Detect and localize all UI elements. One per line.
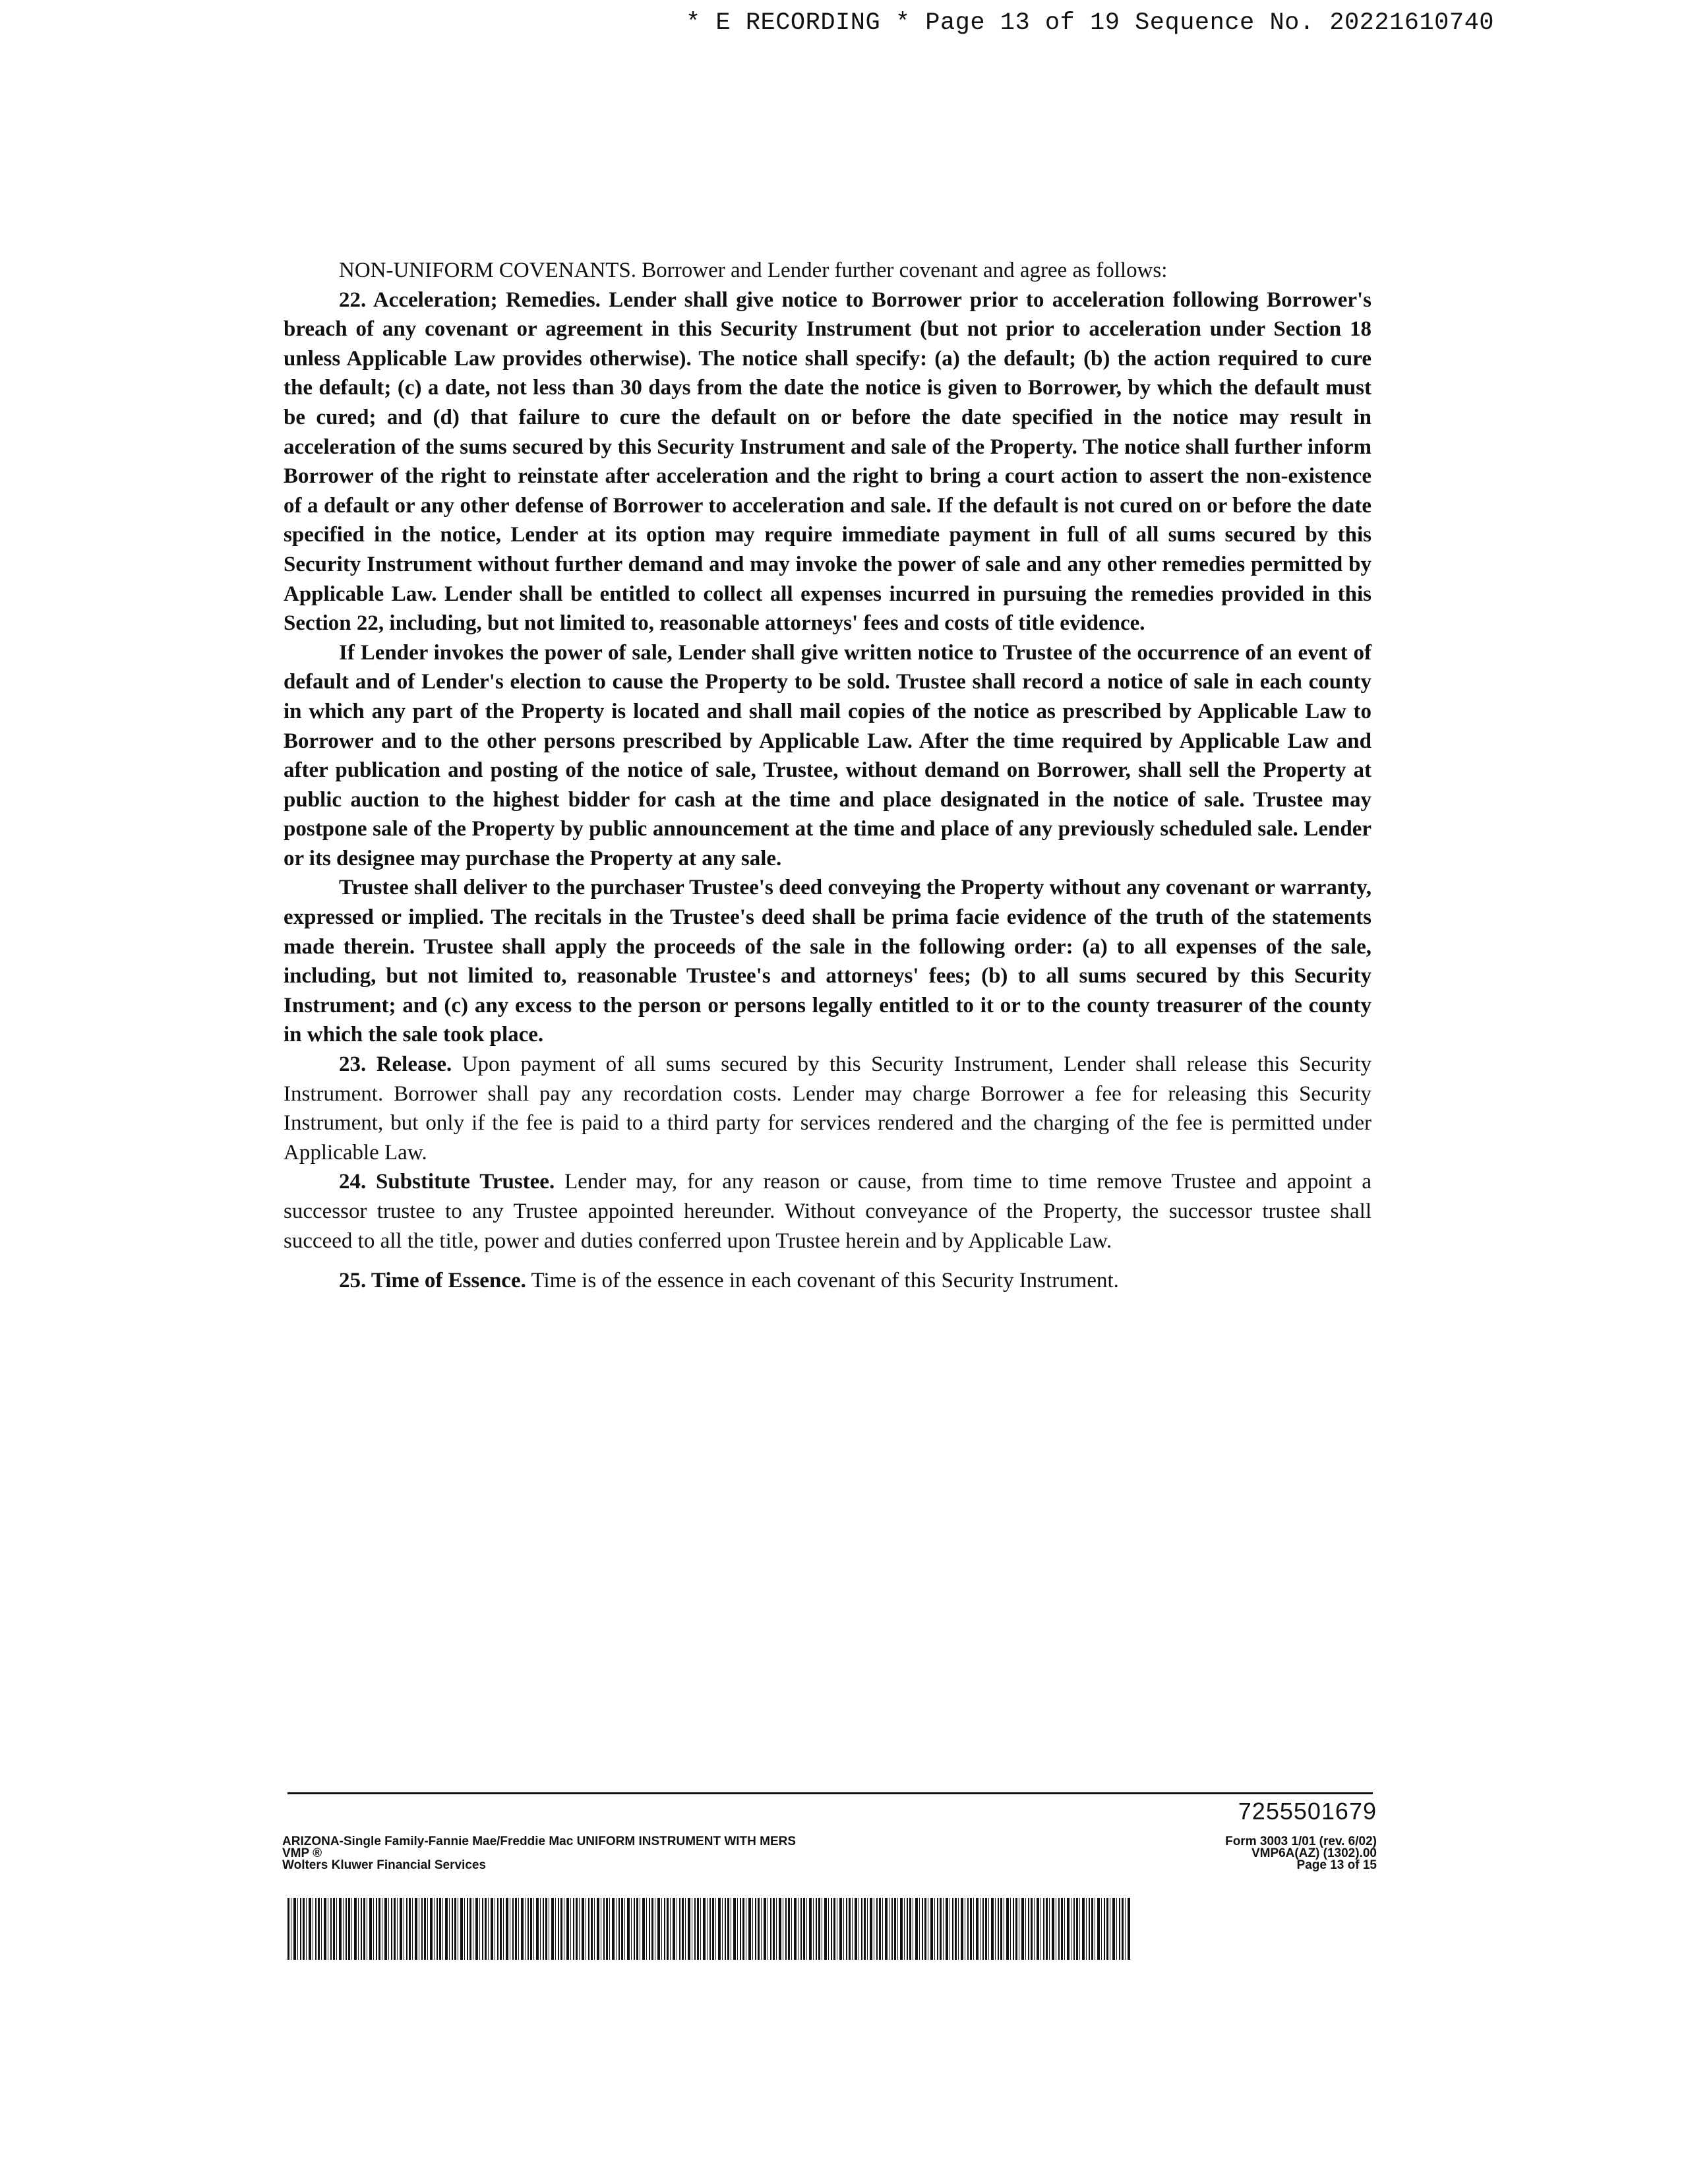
loan-number: 7255501679	[1238, 1798, 1377, 1825]
footer-publisher: Wolters Kluwer Financial Services	[282, 1858, 487, 1872]
footer-form-number	[1121, 1836, 1377, 1871]
section-25-heading: 25. Time of Essence.	[339, 1269, 526, 1293]
section-22-text-1: Lender shall give notice to Borrower prior to acceleration following Borrower's breach of any covenant or agreement in this Security Instrument (but not prior to acceleration under Section 18 unless Applicable Law provides otherwise). The notice shall specify: (a) the default; (b) the action required to cure the default; (c) a date, not less than 30 days from the date the notice is given to Borrower, by which the default must be cured; and (d) that failure to cure the default on or before the date specified in the notice may result in acceleration of the sums secured by this Security Instrument and sale of the Property. The notice shall further inform Borrower of the right to reinstate after acceleration and the right to bring a court action to assert the non-existence of a default or any other defense of Borrower to acceleration and sale. If the default is not cured on or before the date specified in the notice, Lender at its option may require immediate payment in full of all sums secured by this Security Instrument without further demand and may invoke the power of sale and any other remedies permitted by Applicable Law. Lender shall be entitled to collect all expenses incurred in pursuing the remedies provided in this Section 22, including, but not limited to, reasonable attorneys' fees and costs of title evidence.	[284, 288, 1372, 636]
covenants-heading: NON-UNIFORM COVENANTS.	[339, 258, 637, 282]
section-22-paragraph-3: Trustee shall deliver to the purchaser Trustee's deed conveying the Property without any covenant or warranty, expressed or implied. The recitals in the Trustee's deed shall be prima facie evidence of the truth of the statements made therein. Trustee shall apply the proceeds of the sale in the following order: (a) to all expenses of the sale, including, but not limited to, reasonable Trustee's and attorneys' fees; (b) to all sums secured by this Security Instrument; and (c) any excess to the person or persons legally entitled to it or to the county treasurer of the county in which the sale took place.	[284, 876, 1372, 1047]
covenants-intro	[284, 256, 1372, 286]
footer-form-info	[282, 1836, 1139, 1871]
footer-form-code: VMP6A(AZ) (1302).00	[1251, 1846, 1377, 1860]
section-22-heading: 22. Acceleration; Remedies.	[339, 288, 601, 312]
section-23-text: Upon payment of all sums secured by this Security Instrument, Lender shall release this Security Instrument. Borrower shall pay any recordation costs. Lender may charge Borrower a fee for releasing this Security Instrument, but only if the fee is paid to a third party for services rendered and the charging of the fee is permitted under Applicable Law.	[284, 1052, 1372, 1165]
section-25-paragraph	[284, 1266, 1372, 1296]
paragraph-gap	[284, 1256, 1372, 1266]
section-22-paragraph-1	[284, 286, 1372, 638]
section-23-paragraph	[284, 1050, 1372, 1167]
footer-page-number: Page 13 of 15	[1296, 1858, 1377, 1872]
section-23-heading: 23. Release.	[339, 1052, 452, 1077]
section-24-paragraph	[284, 1167, 1372, 1256]
recording-header: * E RECORDING * Page 13 of 19 Sequence No. 20221610740	[686, 9, 1494, 37]
footer-form-title: ARIZONA-Single Family-Fannie Mae/Freddie Mac UNIFORM INSTRUMENT WITH MERS	[282, 1835, 797, 1848]
section-24-text: Lender may, for any reason or cause, from time to time remove Trustee and appoint a successor trustee to any Trustee appointed hereunder. Without conveyance of the Property, the successor trustee shall succeed to all the title, power and duties conferred upon Trustee herein and by Applicable Law.	[284, 1170, 1372, 1253]
footer-divider	[287, 1792, 1373, 1794]
document-body	[284, 256, 1372, 1296]
section-22-paragraph-2: If Lender invokes the power of sale, Lender shall give written notice to Trustee of the occurrence of an event of default and of Lender's election to cause the Property to be sold. Trustee shall record a notice of sale in each county in which any part of the Property is located and shall mail copies of the notice as prescribed by Applicable Law to Borrower and to the other persons prescribed by Applicable Law. After the time required by Applicable Law and after publication and posting of the notice of sale, Trustee, without demand on Borrower, shall sell the Property at public auction to the highest bidder for cash at the time and place designated in the notice of sale. Trustee may postpone sale of the Property by public announcement at the time and place of any previously scheduled sale. Lender or its designee may purchase the Property at any sale.	[284, 640, 1372, 870]
covenants-intro-text: Borrower and Lender further covenant and agree as follows:	[642, 258, 1168, 282]
section-24-heading: 24. Substitute Trustee.	[339, 1170, 555, 1194]
section-25-text: Time is of the essence in each covenant of this Security Instrument.	[531, 1269, 1119, 1293]
footer-form-id: Form 3003 1/01 (rev. 6/02)	[1225, 1835, 1377, 1848]
barcode-image	[287, 1898, 1131, 1960]
footer-vmp: VMP ®	[282, 1846, 322, 1860]
